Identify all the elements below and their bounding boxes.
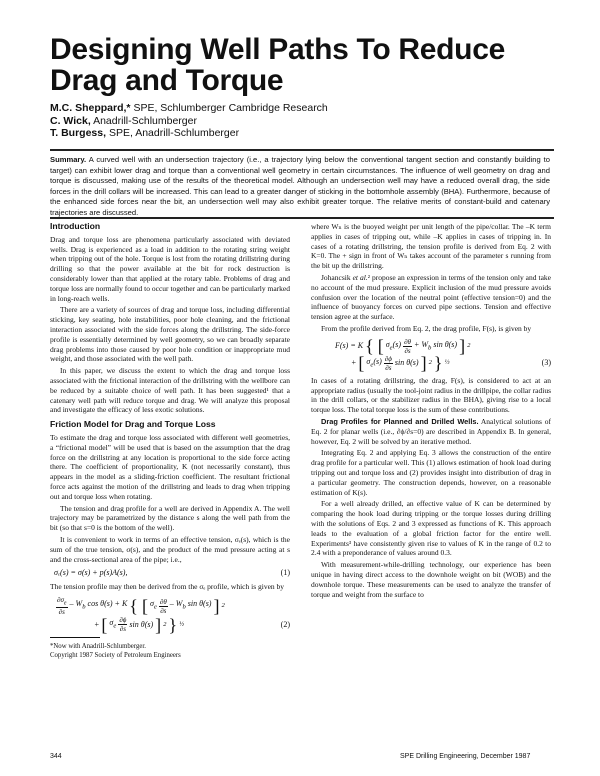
equation-1: σₑ(s) = σ(s) + p(s)A(s), (1) xyxy=(54,568,290,578)
author-list xyxy=(50,102,550,140)
footnote-rule xyxy=(50,637,100,638)
right-column xyxy=(311,222,551,601)
equation-3: F(s) = K { [ $\sigma_e(s)$ $\frac{\partial\theta}{\partial s}$ + $W_b$ sin θ(s) ] 2 + [ $\sigma_e(s)$ $\frac{\partial\phi}{\partial s}$ sin θ(s) ] 2 } ½ (3) xyxy=(335,336,551,374)
summary-label: Summary. xyxy=(50,155,87,164)
paragraph: The tension and drag profile for a well are derived in Appendix A. The well trajectory may be parametrized by the distance s along the well path from the bit (so that s=0 is the bottom of the well). xyxy=(50,503,290,533)
summary-top-rule xyxy=(50,149,554,151)
summary-block xyxy=(50,155,550,219)
paragraph: In this paper, we discuss the extent to which the drag and torque loss associated with the frictional interaction of the drillstring with the wellbore can be reduced by a suitable choice of well path. It has been suggested¹ that a catenary well path will reduce torque and drag. We will analyze this proposal and investigate the efficacy of less exotic solutions. xyxy=(50,366,290,415)
paragraph: From the profile derived from Eq. 2, the drag profile, F(s), is given by xyxy=(321,323,532,333)
section-heading-friction-model: Friction Model for Drag and Torque Loss xyxy=(50,419,216,430)
paragraph: The tension profile may then be derived from the σₑ profile, which is given by xyxy=(50,582,285,592)
summary-bottom-rule xyxy=(50,217,554,219)
author-line: M.C. Sheppard,* SPE, Schlumberger Cambridge Research xyxy=(50,102,328,114)
journal-footer: SPE Drilling Engineering, December 1987 xyxy=(400,753,531,760)
paragraph: where Wₙ is the buoyed weight per unit length of the pipe/collar. The –K term applies in cases of tripping out, while –K applies in cases of tripping in. In cases of a rotating drillstring, the tension profile is derived from Eq. 2 with K=0. The + sign in front of Wₙ takes account of the parameter s running from the bit up the drillstring. xyxy=(311,222,551,271)
equation-2: $\frac{\partial\sigma_e}{\partial s}$ – $W_b$ cos θ(s) + K { [ $\sigma_e$ $\frac{\partial\theta}{\partial s}$ – $W_b$ sin θ(s) ] 2 + [ $\sigma_e$ $\frac{\partial\phi}{\partial s}$ sin θ(s) ] 2 } ½ (2) xyxy=(57,595,290,635)
paragraph: It is convenient to work in terms of an effective tension, σₑ(s), which is the sum of the true tension, σ(s), and the product of the mud pressure acting at s and the cross-sectional area of the pipe; i.e., xyxy=(50,534,290,564)
section-heading-introduction: Introduction xyxy=(50,221,101,231)
paragraph: To estimate the drag and torque loss associated with different well geometries, a “frictional model” will be used that is based on the assumption that the drag force on the drillstring at any location is proportional to the side force acting there. The coefficient of proportionality, K (not necessarily constant), thus appears in the model as a sliding-friction coefficient. The resultant frictional force acts against the motion of the drillstring and leads to drag when tripping out and torque loss when rotating. xyxy=(50,432,290,501)
paragraph: Integrating Eq. 2 and applying Eq. 3 allows the construction of the entire drag profile for a particular well. This (1) allows estimation of hook load during tripping out and torque loss and (2) provides insight into distribution of drag in a particular geometry. The construction depends, however, on a reasonable estimation of K(s). xyxy=(311,448,551,497)
left-column xyxy=(50,222,290,660)
summary-text: A curved well with an undersection trajectory (i.e., a trajectory lying below the conventional tangent section and constantly building to target) can exhibit lower drag and torque than a conventional well geometry in certain circumstances. The influence of well geometry on drag and torque is discussed, making use of the results of the theoretical model. Although an undersection well may have a reduced overall drag, the side forces in the drill collars will be increased. This can lead to a greater danger of sticking in the bottomhole assembly (BHA). Furthermore, because of the enhanced side forces near the bit, an undersection well may also exhibit greater torque. The relative merits of constant-build and catenary trajectories are discussed. xyxy=(50,155,550,217)
paragraph: There are a variety of sources of drag and torque loss, including differential sticking, key seating, hole instabilities, poor hole cleaning, and the frictional interaction associated with the side forces along the drillstring. The side-force profile is essentially determined by well geometry, so we can broadly separate drag problems into those caused by poor hole condition or inappropriate mud weight, and those associated with the well path. xyxy=(50,305,290,364)
paragraph: For a well already drilled, an effective value of K can be determined by comparing the hook load during tripping or the torque losses during drilling with the solutions of Eqs. 2 and 3 expressed as functions of K. This approach leads to the evaluation of a global friction factor for the entire well. Experiments³ have consistently given rise to values of K in the range of 0.2 to 2.4 with a preponderance of values around 0.3. xyxy=(311,499,551,558)
author-line: C. Wick, Anadrill-Schlumberger xyxy=(50,114,197,127)
paragraph: Drag and torque loss are phenomena particularly associated with deviated wells. Drag is experienced as a load in addition to the rotating string weight when tripping out of the hole. Torque is lost from the rotating drillstring during drilling so that the power available at the bit for rock destruction is considerably lower than that applied at the rotary table. Problems of drag and torque loss are normally found to occur together and can be particularly marked in long-reach wells. xyxy=(50,234,290,303)
footnote: *Now with Anadrill-Schlumberger. xyxy=(50,643,146,651)
copyright: Copyright 1987 Society of Petroleum Engineers xyxy=(50,652,181,660)
paragraph: Johancsik et al.² propose an expression in terms of the tension only and take no account of the mud pressure. Explicit inclusion of the mud pressure avoids confusion over the location of the neutral point (effective tension=0) and the influence of buoyancy forces on curved pipe sections. Tension and effective tension agree at the surface. xyxy=(311,272,551,322)
paragraph: Drag Profiles for Planned and Drilled Wells. Analytical solutions of Eq. 2 for planar wells (i.e., ∂ϕ/∂s=0) are described in Appendix B. In general, however, Eq. 2 will be solved by an iterative method. xyxy=(311,416,551,446)
paragraph: With measurement-while-drilling technology, our experience has been unique in having direct access to the downhole weight on bit (WOB) and the downhole torque. These measurements can be used to analyze the transfer of torque and weight from the surface to xyxy=(311,560,551,599)
page-number: 344 xyxy=(50,753,62,760)
paper-title: Designing Well Paths To Reduce Drag and Torque xyxy=(50,33,505,97)
paragraph: In cases of a rotating drillstring, the drag, F(s), is considered to act at an appropriate radius (usually the tool-joint radius in the drillpipe, the collar radius in the drill collars, or the stabilizer radius in the BHA), giving rise to a local torque loss. The total torque loss is the sum of these contributions. xyxy=(311,375,551,415)
author-line: T. Burgess, SPE, Anadrill-Schlumberger xyxy=(50,127,240,139)
